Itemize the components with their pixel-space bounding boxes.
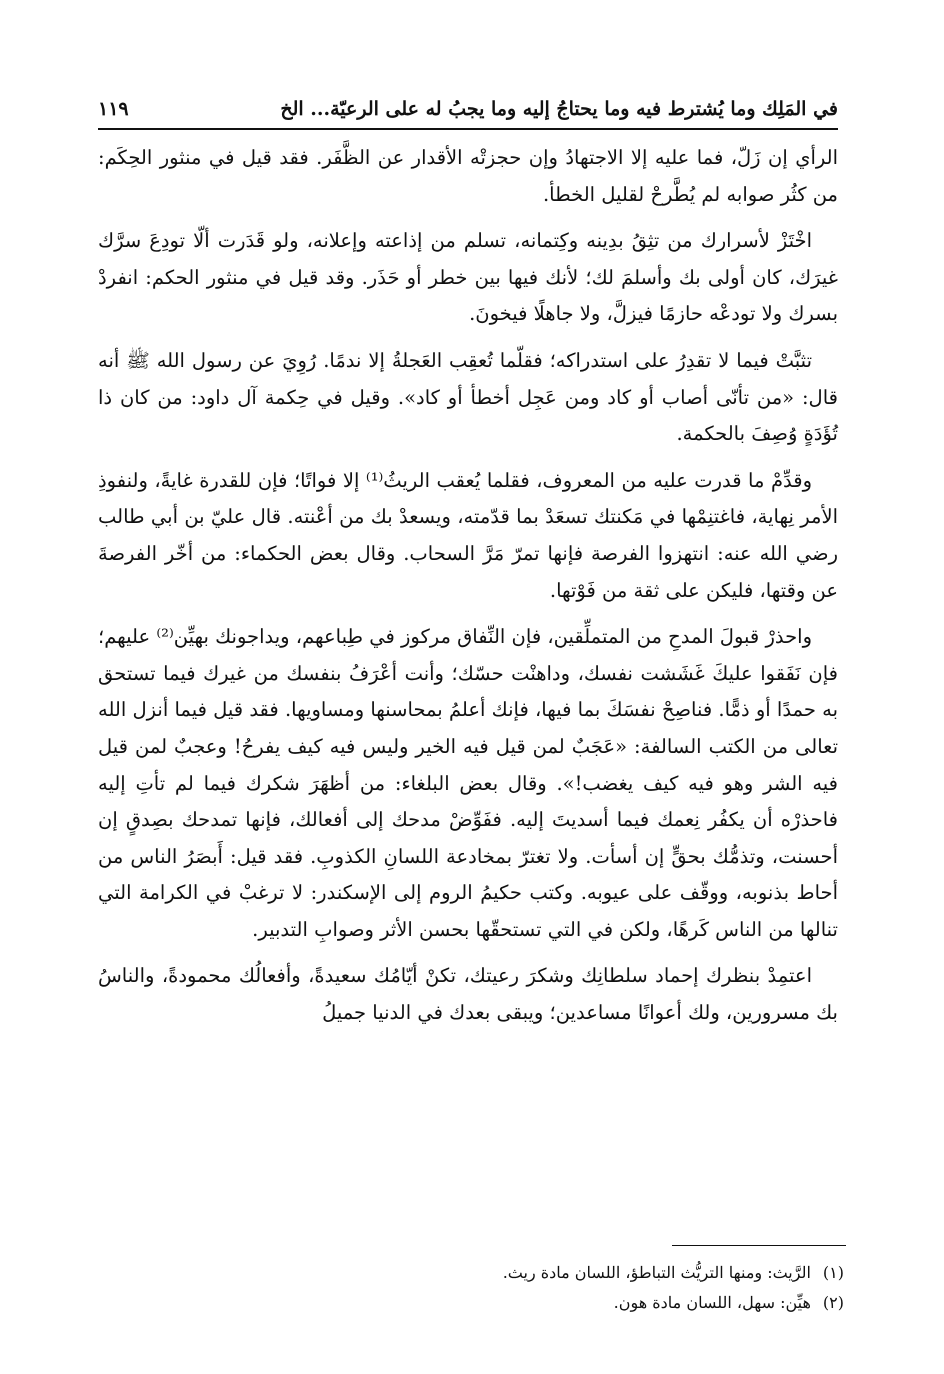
paragraph: واحذرْ قبولَ المدحِ من المتملِّقين، فإن النِّفاق مركوز في طِباعهم، ويداجونك بهيِّن⁽²⁾ عليهم؛ فإن نَفَقوا عليكَ غَشَشت نفسك، وداهنْت حسّك؛ وأنت أعْرَفُ بنفسك من غيرك فيما تستحق به حمدًا أو ذمًّا. فناصِحْ نفسَكَ بما فيها، فإنك أعلمُ بمحاسنها ومساويها. فقد قيل فيما أنزل الله تعالى من الكتب السالفة: «عَجَبٌ لمن قيل فيه الخير وليس فيه كيف يفرحُ! وعجبٌ لمن قيل فيه الشر وهو فيه كيف يغضب!». وقال بعض البلغاء: من أظهَرَ شكرك فيما لم تأتِ إليه فاحذرْه أن يكفُر نِعمك فيما أسديتَ إليه. ففَوِّضْ مدحك إلى أفعالك، فإنها تمدحك بصِدقٍ إن أحسنت، وتذمُّك بحقٍّ إن أسأت. ولا تغترّ بمخادعة اللسانِ الكذوبِ. فقد قيل: أَبصَرُ الناس من أحاط بذنوبه، ووقّف على عيوبه. وكتب حكيمُ الروم إلى الإسكندر: لا ترغبْ في الكرامة التي تنالها من الناس كَرهًا، ولكن في التي تستحقّها بحسن الأثر وصوابِ التدبير.: [98, 625, 838, 941]
paragraph: اخْتَزْ لأسرارك من تثِقُ بدِينه وكِتمانه، تسلم من إذاعته وإعلانه، ولو قَدَرت ألّا تودِعَ سرَّك غيرَك، كان أولى بك وأسلمَ لك؛ لأنك فيها بين خطر أو حَذَر. وقد قيل في منثور الحكم: انفردْ بسرك ولا تودعْه حازمًا فيزلَّ، ولا جاهلًا فيخونَ.: [98, 229, 838, 326]
footnote-text: الرَّيث: ومنها التريُّث التباطؤ، اللسان مادة ريث.: [502, 1263, 811, 1282]
paragraph: اعتمِدْ بنظرك إحماد سلطانِك وشكرَ رعيتك، تكنْ أيّامُك سعيدةً، وأفعالُك محمودةً، والناسُ بك مسرورين، ولك أعوانًا مساعدين؛ ويبقى بعدك في الدنيا جميلُ: [98, 964, 838, 1025]
footnote-number: (١): [822, 1263, 844, 1282]
body-text: [98, 140, 838, 1042]
paragraph: وقدِّمْ ما قدرت عليه من المعروف، فقلما يُعقب الريثُ⁽¹⁾ إلا فواتًا؛ فإن للقدرة غايةً، ولنفوذِ الأمر نِهاية، فاغتنِمْها في مَكنتك تسعَدْ بما قدّمته، ويسعدْ بك من أعْنته. قال عليّ بن أبي طالب رضي الله عنه: انتهزوا الفرصة فإنها تمرّ مَرَّ السحاب. وقال بعض الحكماء: من أخّر الفرصةَ عن وقتها، فليكن على ثقة من فَوْتها.: [98, 468, 838, 602]
footnote-rule: [672, 1245, 846, 1246]
running-title: في المَلِك وما يُشترط فيه وما يحتاجُ إليه وما يجبُ له على الرعيّة... الخ: [280, 98, 838, 120]
page-number: ١١٩: [98, 98, 129, 120]
footnote-number: (٢): [822, 1293, 844, 1312]
running-header: [98, 86, 838, 120]
header-rule: [98, 128, 838, 130]
footnotes: [98, 1258, 844, 1318]
footnote-2: [98, 1288, 844, 1318]
footnote-1: [98, 1258, 844, 1288]
footnote-text: هيِّن: سهل، اللسان مادة هون.: [613, 1293, 811, 1312]
paragraph: تثبَّتْ فيما لا تقدِرُ على استدراكه؛ فقلّما تُعقِب العَجلةُ إلا ندمًا. رُوِيَ عن رسول الله ﷺ أنه قال: «من تأنّى أصاب أو كاد ومن عَجِل أخطأ أو كاد». وقيل في حِكمة آل داود: من كان ذا تُؤَدَةٍ وُصِفَ بالحكمة.: [98, 348, 838, 446]
paragraph: الرأي إن زَلّ، فما عليه إلا الاجتهادُ وإن حجزتْه الأقدار عن الظَّفَر. فقد قيل في منثور الحِكَم: من كثُر صوابه لم يُطَّرحْ لقليل الخطأ.: [98, 146, 838, 206]
